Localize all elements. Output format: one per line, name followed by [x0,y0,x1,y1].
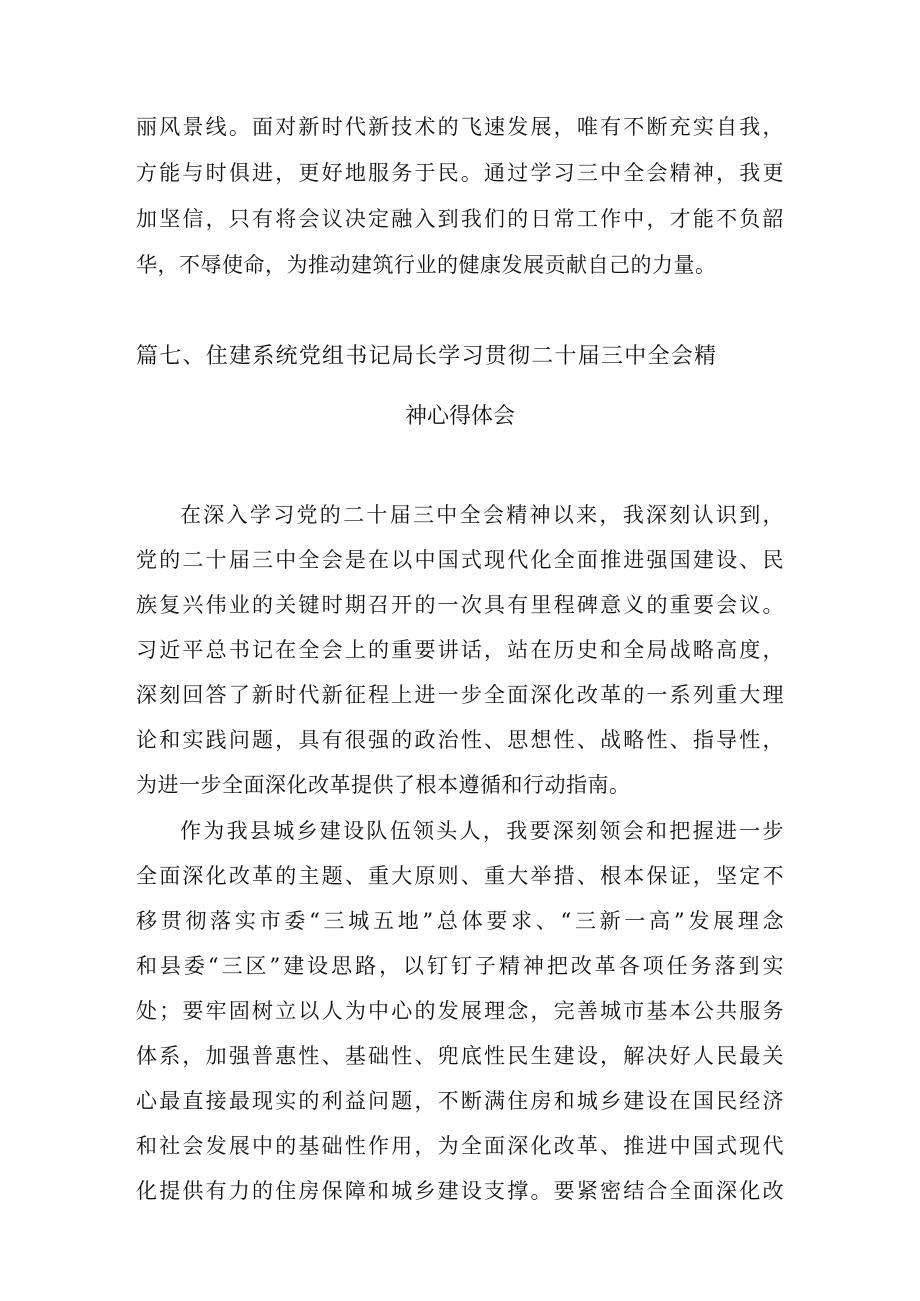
body-text-line: 移贯彻落实市委“三城五地”总体要求、“三新一高”发展理念 [136,909,784,933]
body-text-line: 心最直接最现实的利益问题，不断满住房和城乡建设在国民经济 [136,1089,784,1113]
body-text-line: 为进一步全面深化改革提供了根本遵循和行动指南。 [136,773,631,797]
body-text-line: 华，不辱使命，为推动建筑行业的健康发展贡献自己的力量。 [136,253,717,277]
body-text-line: 族复兴伟业的关键时期召开的一次具有里程碑意义的重要会议。 [136,593,784,617]
body-text-line: 化提供有力的住房保障和城乡建设支撑。要紧密结合全面深化改 [136,1179,784,1203]
body-text-line: 丽风景线。面对新时代新技术的飞速发展，唯有不断充实自我， [136,115,784,139]
body-text-line: 方能与时俱进，更好地服务于民。通过学习三中全会精神，我更 [136,161,784,185]
body-text-line: 体系，加强普惠性、基础性、兜底性民生建设，解决好人民最关 [136,1044,784,1068]
body-text-line: 处；要牢固树立以人为中心的发展理念，完善城市基本公共服务 [136,999,784,1023]
body-text-line: 全面深化改革的主题、重大原则、重大举措、根本保证，坚定不 [136,864,784,888]
section-title: 篇七、住建系统党组书记局长学习贯彻二十届三中全会精 [136,344,716,369]
body-text-line: 在深入学习党的二十届三中全会精神以来，我深刻认识到， [180,503,784,527]
body-text-line: 党的二十届三中全会是在以中国式现代化全面推进强国建设、民 [136,548,784,572]
body-text-line: 加坚信，只有将会议决定融入到我们的日常工作中，才能不负韶 [136,207,784,231]
body-text-line: 深刻回答了新时代新征程上进一步全面深化改革的一系列重大理 [136,683,784,707]
body-text-line: 作为我县城乡建设队伍领头人，我要深刻领会和把握进一步 [180,819,784,843]
body-text-line: 论和实践问题，具有很强的政治性、思想性、战略性、指导性， [136,728,784,752]
section-title-continued: 神心得体会 [404,404,515,429]
body-text-line: 习近平总书记在全会上的重要讲话，站在历史和全局战略高度， [136,638,784,662]
body-text-line: 和县委“三区”建设思路，以钉钉子精神把改革各项任务落到实 [136,954,784,978]
body-text-line: 和社会发展中的基础性作用，为全面深化改革、推进中国式现代 [136,1134,784,1158]
